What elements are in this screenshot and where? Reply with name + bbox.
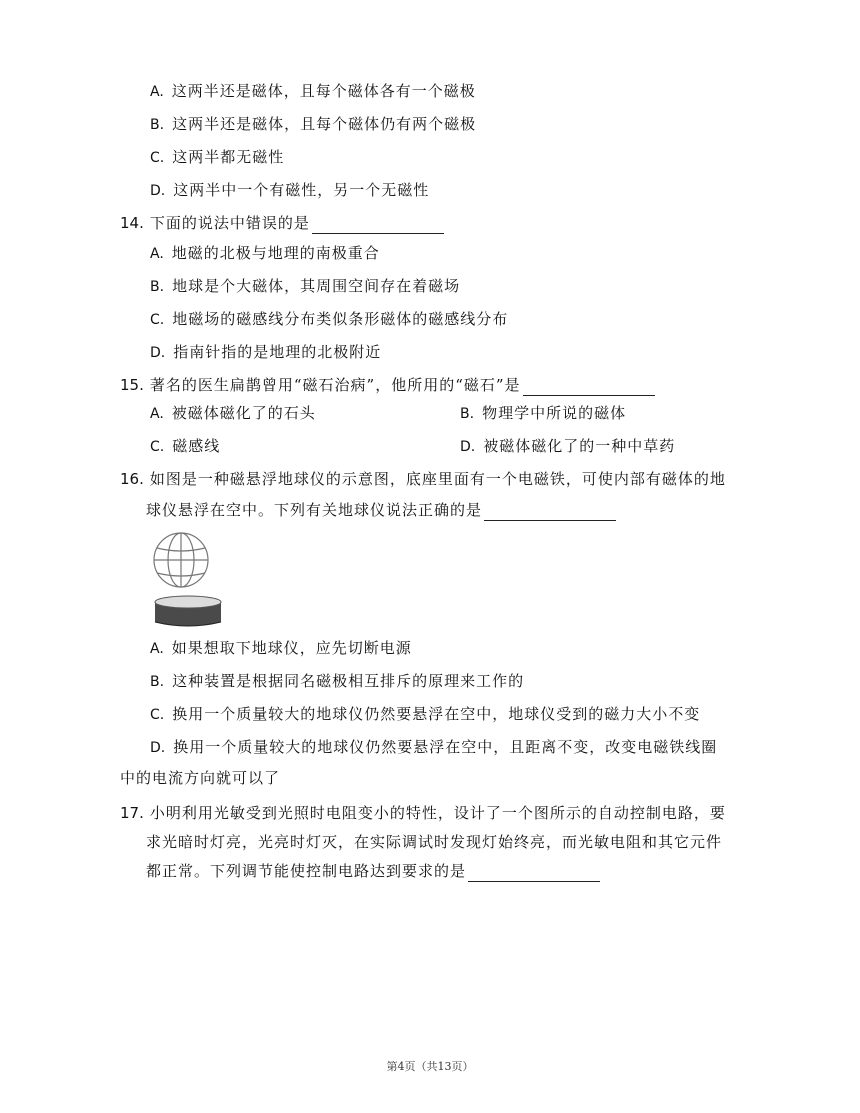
- q14-option-b: [150, 275, 460, 298]
- option-text: 这两半都无磁性: [172, 148, 285, 166]
- option-text: 被磁体磁化了的石头: [171, 404, 316, 422]
- option-label: A.: [150, 84, 164, 100]
- question-text: 下面的说法中错误的是: [149, 214, 310, 232]
- q15-stem: [120, 374, 655, 396]
- option-text: 这两半还是磁体，且每个磁体各有一个磁极: [171, 82, 476, 100]
- option-label: B.: [150, 117, 165, 133]
- question-number: 14.: [120, 214, 144, 232]
- q15-option-d: [460, 435, 675, 458]
- q15-option-a: [150, 402, 316, 425]
- option-text: 这两半还是磁体，且每个磁体仍有两个磁极: [172, 115, 477, 133]
- option-text: 这两半中一个有磁性，另一个无磁性: [173, 181, 430, 199]
- option-label: C.: [150, 439, 165, 455]
- option-label: C.: [150, 312, 165, 328]
- option-label: D.: [150, 345, 166, 361]
- q17-stem-line3: [146, 860, 600, 882]
- option-label: D.: [460, 439, 476, 455]
- option-text: 地球是个大磁体，其周围空间存在着磁场: [172, 277, 461, 295]
- q15-option-c: [150, 435, 220, 458]
- option-text: 物理学中所说的磁体: [482, 404, 627, 422]
- answer-blank[interactable]: [484, 504, 616, 521]
- option-label: A.: [150, 641, 164, 657]
- q16-stem-line1: [120, 468, 726, 490]
- option-label: A.: [150, 246, 164, 262]
- answer-blank[interactable]: [468, 865, 600, 882]
- question-text: 都正常。下列调节能使控制电路达到要求的是: [146, 862, 467, 880]
- option-text: 磁感线: [172, 437, 221, 455]
- q16-option-a: [150, 637, 412, 660]
- option-text: 地磁场的磁感线分布类似条形磁体的磁感线分布: [172, 310, 509, 328]
- option-label: D.: [150, 740, 166, 756]
- q16-stem-line2: [146, 499, 616, 521]
- answer-blank[interactable]: [312, 217, 444, 234]
- q16-option-b: [150, 670, 524, 693]
- question-text: 小明利用光敏受到光照时电阻变小的特性，设计了一个图所示的自动控制电路，要: [149, 804, 726, 822]
- option-text: 这种装置是根据同名磁极相互排斥的原理来工作的: [172, 672, 525, 690]
- q14-stem: [120, 212, 444, 234]
- option-text: 换用一个质量较大的地球仪仍然要悬浮在空中，且距离不变，改变电磁铁线圈: [173, 738, 718, 756]
- question-text: 求光暗时灯亮，光亮时灯灭，在实际调试时发现灯始终亮，而光敏电阻和其它元件: [146, 833, 723, 851]
- option-label: D.: [150, 183, 166, 199]
- option-label: B.: [150, 279, 165, 295]
- option-label: C.: [150, 707, 165, 723]
- q16-option-c: [150, 703, 700, 726]
- q14-option-d: [150, 341, 381, 364]
- option-label: B.: [460, 406, 475, 422]
- question-text: 球仪悬浮在空中。下列有关地球仪说法正确的是: [146, 501, 483, 519]
- option-text: 指南针指的是地理的北极附近: [173, 343, 382, 361]
- option-text: 中的电流方向就可以了: [120, 769, 281, 787]
- question-text: 著名的医生扁鹊曾用“磁石治病”，他所用的“磁石”是: [149, 376, 521, 394]
- option-label: A.: [150, 406, 164, 422]
- q13-option-b: [150, 113, 476, 136]
- q13-option-d: [150, 179, 429, 202]
- q15-option-b: [460, 402, 626, 425]
- page-footer: 第4页（共13页）: [386, 1060, 474, 1073]
- q16-option-d: [150, 736, 717, 759]
- question-number: 17.: [120, 804, 144, 822]
- q16-option-d-continuation: [120, 767, 280, 789]
- option-text: 如果想取下地球仪，应先切断电源: [171, 639, 412, 657]
- q17-stem-line2: [146, 831, 722, 853]
- question-number: 15.: [120, 376, 144, 394]
- q13-option-a: [150, 80, 476, 103]
- option-label: C.: [150, 150, 165, 166]
- q14-option-a: [150, 242, 380, 265]
- globe-icon: [154, 533, 208, 587]
- q13-option-c: [150, 146, 284, 169]
- question-number: 16.: [120, 470, 144, 488]
- maglev-globe-figure: [140, 524, 232, 628]
- option-text: 被磁体磁化了的一种中草药: [483, 437, 676, 455]
- electromagnet-base-icon: [155, 596, 221, 626]
- option-text: 地磁的北极与地理的南极重合: [171, 244, 380, 262]
- question-text: 如图是一种磁悬浮地球仪的示意图，底座里面有一个电磁铁，可使内部有磁体的地: [149, 470, 726, 488]
- q17-stem-line1: [120, 802, 726, 824]
- option-label: B.: [150, 674, 165, 690]
- answer-blank[interactable]: [523, 379, 655, 396]
- q14-option-c: [150, 308, 508, 331]
- option-text: 换用一个质量较大的地球仪仍然要悬浮在空中，地球仪受到的磁力大小不变: [172, 705, 701, 723]
